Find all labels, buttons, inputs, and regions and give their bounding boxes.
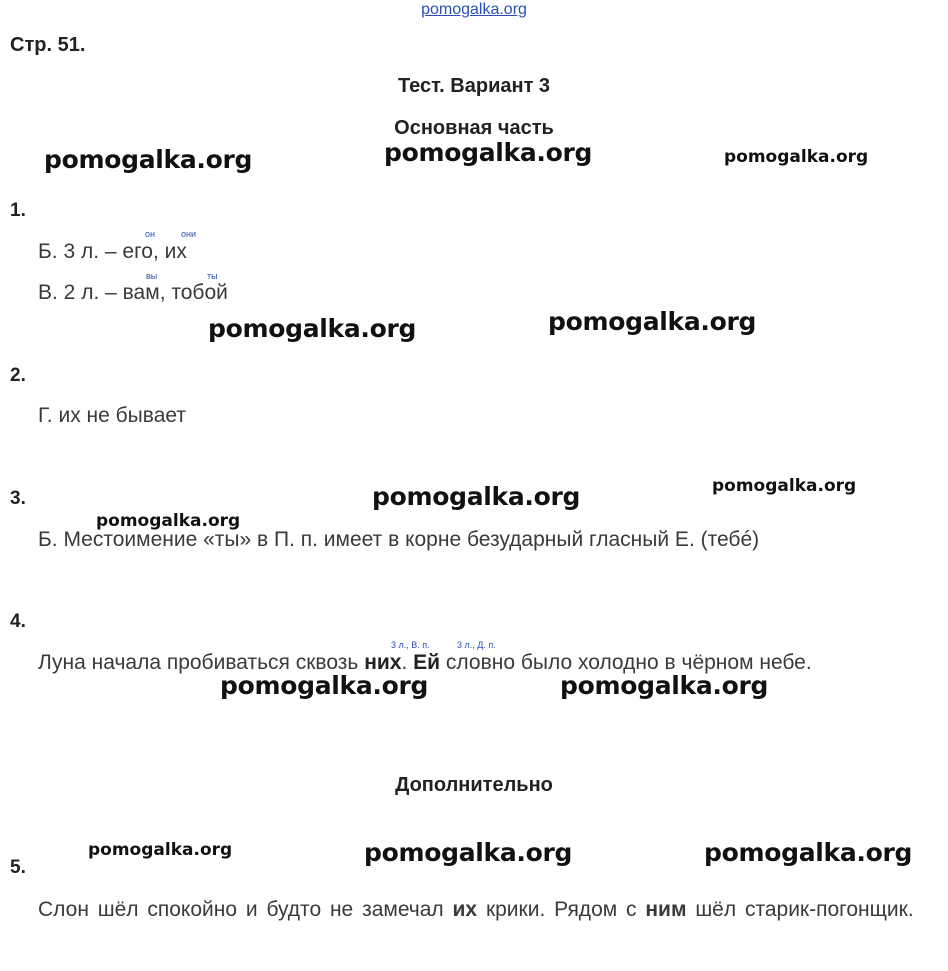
- annotation: 3 л., Д. п.: [457, 640, 496, 650]
- annotation: ты: [207, 271, 218, 281]
- section-main-heading: Основная часть: [394, 117, 554, 139]
- site-link[interactable]: pomogalka.org: [421, 1, 527, 18]
- watermark: pomogalka.org: [704, 838, 913, 867]
- watermark: pomogalka.org: [712, 476, 857, 496]
- answer-line: Г. их не бывает: [38, 404, 186, 427]
- question-number: 2.: [10, 365, 26, 386]
- page-reference: Стр. 51.: [10, 34, 86, 56]
- watermark: pomogalka.org: [96, 511, 241, 531]
- watermark: pomogalka.org: [384, 138, 593, 167]
- annotation: 3 л., В. п.: [391, 640, 430, 650]
- annotation: вы: [146, 271, 158, 281]
- watermark: pomogalka.org: [560, 671, 769, 700]
- watermark: pomogalka.org: [208, 314, 417, 343]
- watermark: pomogalka.org: [220, 671, 429, 700]
- section-extra-heading: Дополнительно: [395, 774, 553, 796]
- question-number: 5.: [10, 857, 26, 878]
- watermark: pomogalka.org: [724, 147, 869, 167]
- question-number: 4.: [10, 611, 26, 632]
- answer-line: Б. Местоимение «ты» в П. п. имеет в корне безударный гласный Е. (тебé): [38, 528, 760, 551]
- question-number: 3.: [10, 488, 26, 509]
- answer-paragraph: Слон шёл спокойно и будто не замечал их крики. Рядом с ним шёл старик-погонщик.: [38, 898, 914, 921]
- annotation: он: [145, 229, 155, 239]
- answer-line: Б. 3 л. – его, их: [38, 240, 187, 263]
- watermark: pomogalka.org: [88, 840, 233, 860]
- watermark: pomogalka.org: [364, 838, 573, 867]
- watermark: pomogalka.org: [548, 307, 757, 336]
- question-number: 1.: [10, 200, 26, 221]
- test-title: Тест. Вариант 3: [397, 75, 551, 97]
- answer-line: В. 2 л. – вам, тобой: [38, 281, 228, 304]
- watermark: pomogalka.org: [372, 482, 581, 511]
- annotation: они: [181, 229, 197, 239]
- watermark: pomogalka.org: [44, 145, 253, 174]
- answer-line: Луна начала пробиваться сквозь них. Ей словно было холодно в чёрном небе.: [38, 651, 812, 674]
